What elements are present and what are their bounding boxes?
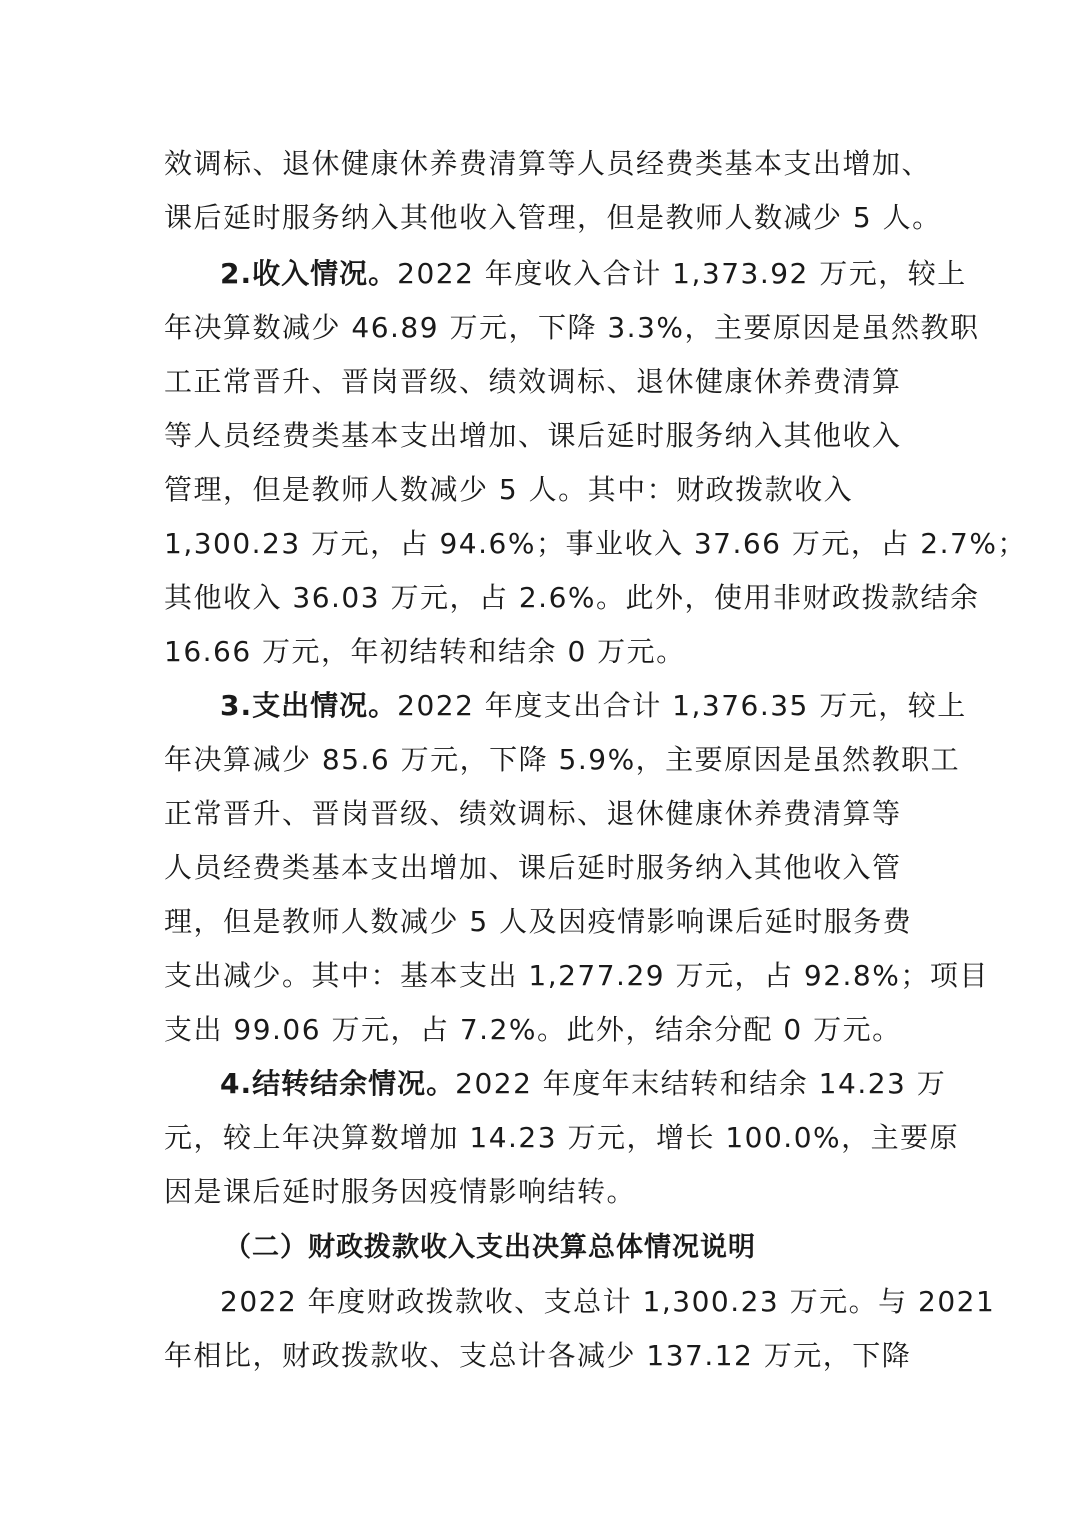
text-line: 其他收入 36.03 万元，占 2.6%。此外，使用非财政拨款结余 [164,581,980,614]
text-line: 管理，但是教师人数减少 5 人。其中：财政拨款收入 [164,473,854,506]
text-line: 1,300.23 万元，占 94.6%；事业收入 37.66 万元，占 2.7%； [164,527,1027,560]
text-line: 等人员经费类基本支出增加、课后延时服务纳入其他收入 [164,419,902,452]
income-text: 2022 年度收入合计 1,373.92 万元，较上 [397,257,967,290]
text-line: 人员经费类基本支出增加、课后延时服务纳入其他收入管 [164,851,902,884]
section-title: （二）财政拨款收入支出决算总体情况说明 [224,1232,756,1263]
expense-text: 2022 年度支出合计 1,376.35 万元，较上 [397,689,967,722]
text-line: 正常晋升、晋岗晋级、绩效调标、退休健康休养费清算等 [164,797,902,830]
text-line: 支出 99.06 万元，占 7.2%。此外，结余分配 0 万元。 [164,1013,902,1046]
text-line: 元，较上年决算数增加 14.23 万元，增长 100.0%，主要原 [164,1121,960,1154]
income-heading: 2.收入情况。 [220,257,398,290]
text-line: 因是课后延时服务因疫情影响结转。 [164,1175,637,1208]
balance-text: 2022 年度年末结转和结余 14.23 万 [455,1067,947,1100]
income-paragraph-start [220,256,967,292]
balance-paragraph-start [220,1066,946,1102]
text-line: 年决算减少 85.6 万元，下降 5.9%，主要原因是虽然教职工 [164,743,961,776]
text-line: 支出减少。其中：基本支出 1,277.29 万元，占 92.8%；项目 [164,959,989,992]
text-line: 工正常晋升、晋岗晋级、绩效调标、退休健康休养费清算 [164,365,902,398]
text-line: 效调标、退休健康休养费清算等人员经费类基本支出增加、 [164,147,932,180]
balance-heading: 4.结转结余情况。 [220,1067,456,1100]
text-line: 课后延时服务纳入其他收入管理，但是教师人数减少 5 人。 [164,201,942,234]
text-line: 年相比，财政拨款收、支总计各减少 137.12 万元，下降 [164,1339,912,1372]
fiscal-paragraph-start: 2022 年度财政拨款收、支总计 1,300.23 万元。与 2021 [220,1285,996,1318]
expense-heading: 3.支出情况。 [220,689,398,722]
text-line: 年决算数减少 46.89 万元，下降 3.3%，主要原因是虽然教职 [164,311,980,344]
expense-paragraph-start [220,688,967,724]
text-line: 理，但是教师人数减少 5 人及因疫情影响课后延时服务费 [164,905,913,938]
text-line: 16.66 万元，年初结转和结余 0 万元。 [164,635,686,668]
